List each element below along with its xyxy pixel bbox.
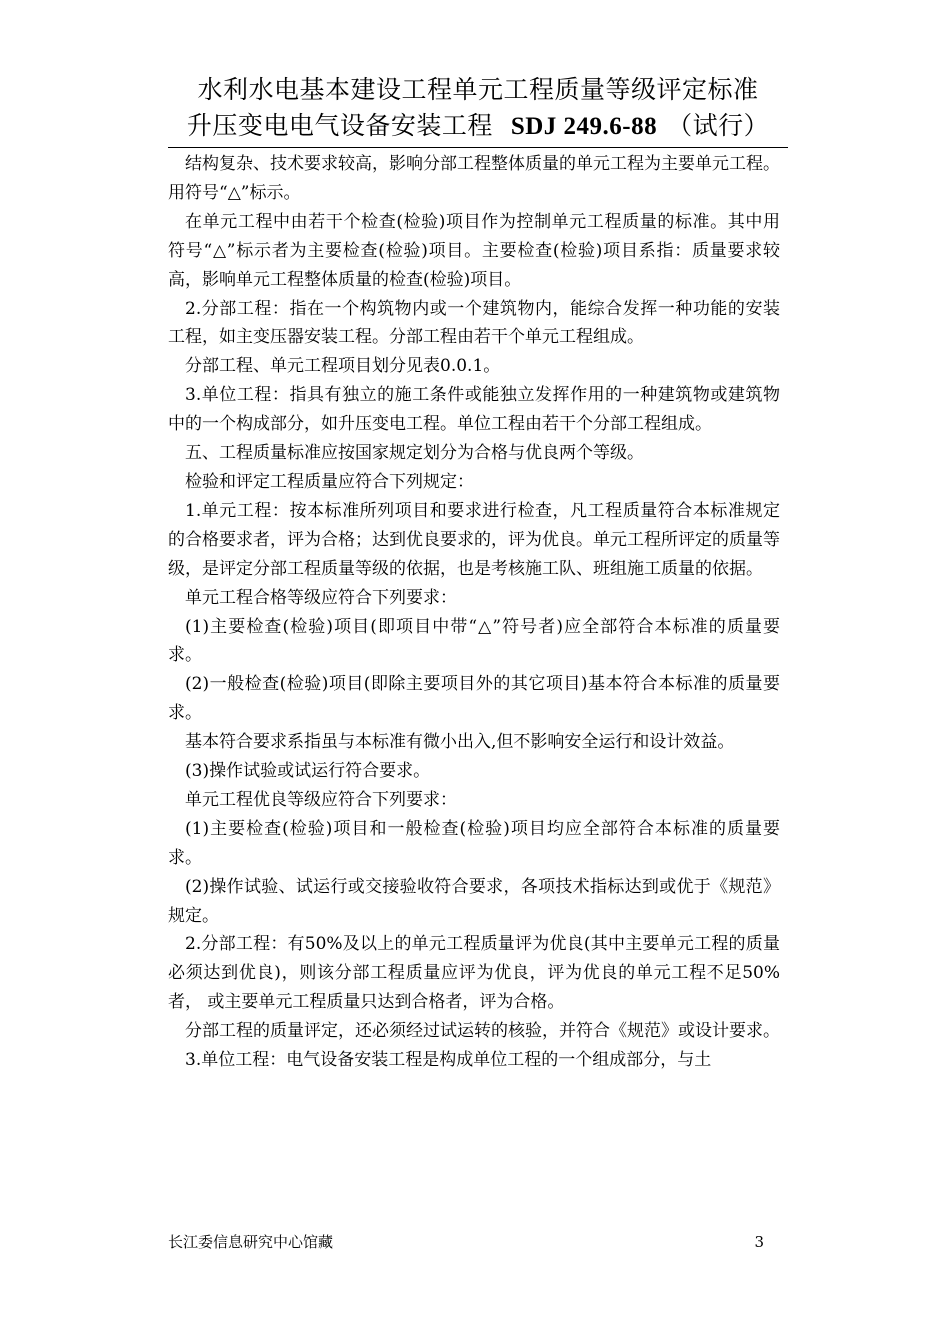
paragraph: 检验和评定工程质量应符合下列规定： [185, 471, 474, 492]
paragraph: 在单元工程中由若干个检查(检验)项目作为控制单元工程质量的标准。其中用 符号“△”标示者为主要检查(检验)项目。主要检查(检验)项目系指：质量要求较 高，影响单元工程整体质量的检查(检验)项目。 [168, 211, 780, 290]
page-number: 3 [754, 1233, 764, 1251]
paragraph: 3.单位工程：指具有独立的施工条件或能独立发挥作用的一种建筑物或建筑物 中的一个构成部分，如升压变电工程。单位工程由若干个分部工程组成。 [168, 385, 780, 435]
paragraph: (3)操作试验或试运行符合要求。 [185, 761, 431, 782]
header-title-line-2 [168, 108, 788, 145]
standard-code: SDJ 249.6-88 [510, 113, 658, 140]
paragraph: 结构复杂、技术要求较高，影响分部工程整体质量的单元工程为主要单元工程。用符号“△”标示。 [168, 154, 780, 203]
header-title-line-1: 水利水电基本建设工程单元工程质量等级评定标准 [197, 75, 759, 104]
header-title-suffix: （试行） [667, 111, 770, 140]
document-body [168, 150, 780, 1075]
paragraph: 分部工程、单元工程项目划分见表0.0.1。 [185, 356, 501, 377]
footer-source: 长江委信息研究中心馆藏 [168, 1233, 334, 1251]
paragraph: 五、工程质量标准应按国家规定划分为合格与优良两个等级。 [185, 443, 644, 464]
paragraph: (2)一般检查(检验)项目(即除主要项目外的其它项目)基本符合本标准的质量要 求。 [168, 674, 780, 724]
paragraph: (1)主要检查(检验)项目和一般检查(检验)项目均应全部符合本标准的质量要 求。 [168, 818, 780, 868]
paragraph: 3.单位工程：电气设备安装工程是构成单位工程的一个组成部分，与土 [185, 1050, 712, 1071]
page-header [168, 72, 788, 145]
page-footer [168, 1232, 764, 1252]
paragraph: 基本符合要求系指虽与本标准有微小出入,但不影响安全运行和设计效益。 [185, 732, 735, 753]
paragraph: 单元工程合格等级应符合下列要求： [185, 587, 457, 608]
paragraph: (2)操作试验、试运行或交接验收符合要求，各项技术指标达到或优于《规范》 规定。 [168, 876, 780, 926]
paragraph: 2.分部工程：指在一个构筑物内或一个建筑物内，能综合发挥一种功能的安装 工程，如主变压器安装工程。分部工程由若干个单元工程组成。 [168, 298, 780, 348]
header-title-prefix: 升压变电电气设备安装工程 [186, 111, 493, 140]
paragraph: (1)主要检查(检验)项目(即项目中带“△”符号者)应全部符合本标准的质量要 求。 [168, 616, 780, 666]
paragraph: 2.分部工程：有50%及以上的单元工程质量评为优良(其中主要单元工程的质量 必须达到优良)，则该分部工程质量应评为优良，评为优良的单元工程不足50%者， 或主要单元工程质量只达到合格者，评为合格。 [168, 934, 780, 1013]
paragraph: 单元工程优良等级应符合下列要求： [185, 789, 457, 810]
paragraph: 分部工程的质量评定，还必须经过试运转的核验，并符合《规范》或设计要求。 [185, 1021, 780, 1042]
paragraph: 1.单元工程：按本标准所列项目和要求进行检查，凡工程质量符合本标准规定 的合格要求者，评为合格；达到优良要求的，评为优良。单元工程所评定的质量等 级，是评定分部工程质量等级的依据，也是考核施工队、班组施工质量的依据。 [168, 500, 780, 579]
header-divider [168, 147, 788, 148]
